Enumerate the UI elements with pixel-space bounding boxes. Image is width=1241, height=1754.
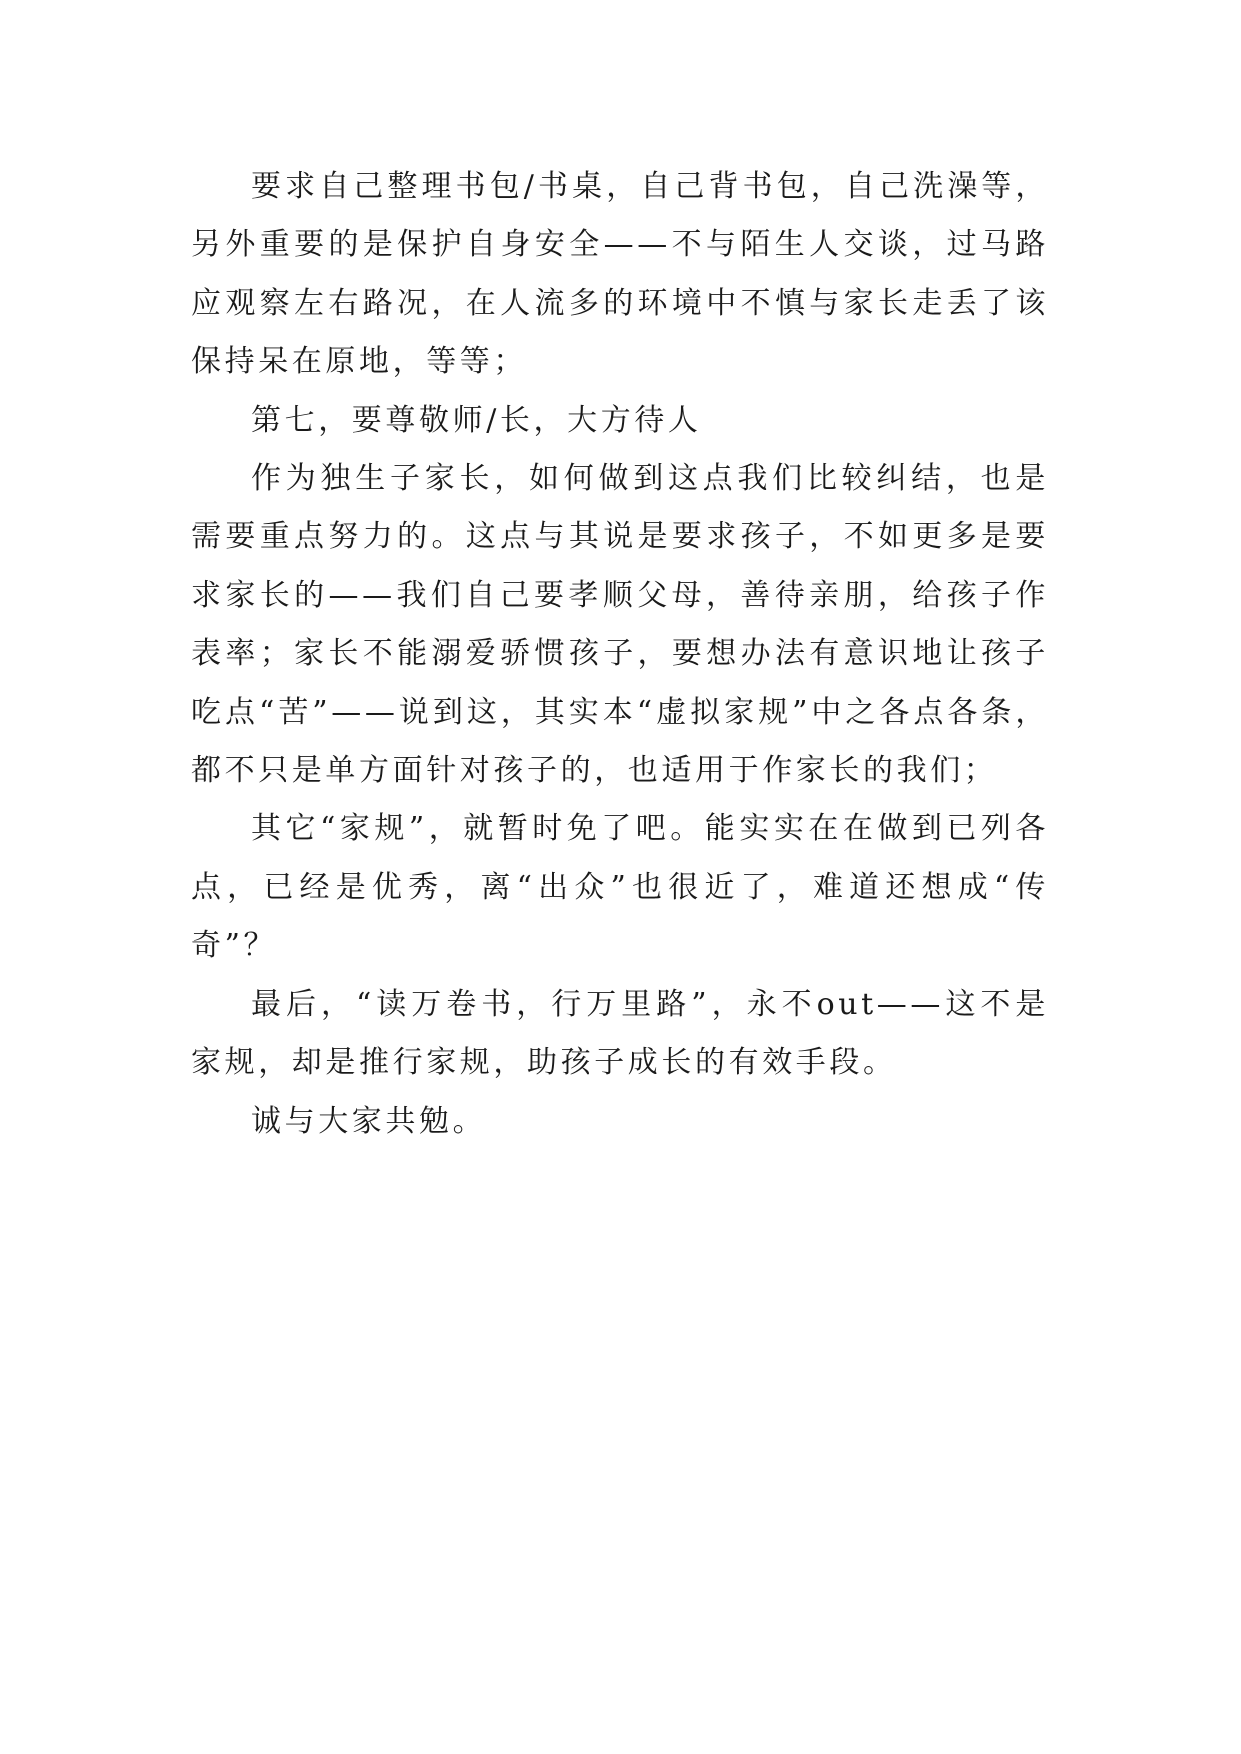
paragraph-heading-seventh-rule: 第七，要尊敬师/长，大方待人	[251, 402, 702, 438]
paragraph-parents-role: 作为独生子家长，如何做到这点我们比较纠结，也是需要重点努力的。这点与其说是要求孩子，不如更多是要求家长的——我们自己要孝顺父母，善待亲朋，给孩子作表率；家长不能溺爱骄惯孩子，要想办法有意识地让孩子吃点“苦”——说到这，其实本“虚拟家规”中之各点各条，都不只是单方面针对孩子的，也适用于作家长的我们；	[191, 461, 1049, 789]
paragraph-read-and-travel: 最后，“读万卷书，行万里路”，永不out——这不是家规，却是推行家规，助孩子成长的有效手段。	[191, 986, 1049, 1081]
document-body	[191, 158, 1049, 1151]
paragraph-closing: 诚与大家共勉。	[251, 1103, 487, 1139]
paragraph-self-care: 要求自己整理书包/书桌，自己背书包，自己洗澡等，另外重要的是保护自身安全——不与陌生人交谈，过马路应观察左右路况，在人流多的环境中不慎与家长走丢了该保持呆在原地，等等；	[191, 169, 1049, 380]
paragraph-other-rules: 其它“家规”，就暂时免了吧。能实实在在做到已列各点，已经是优秀，离“出众”也很近了，难道还想成“传奇”？	[191, 811, 1049, 964]
